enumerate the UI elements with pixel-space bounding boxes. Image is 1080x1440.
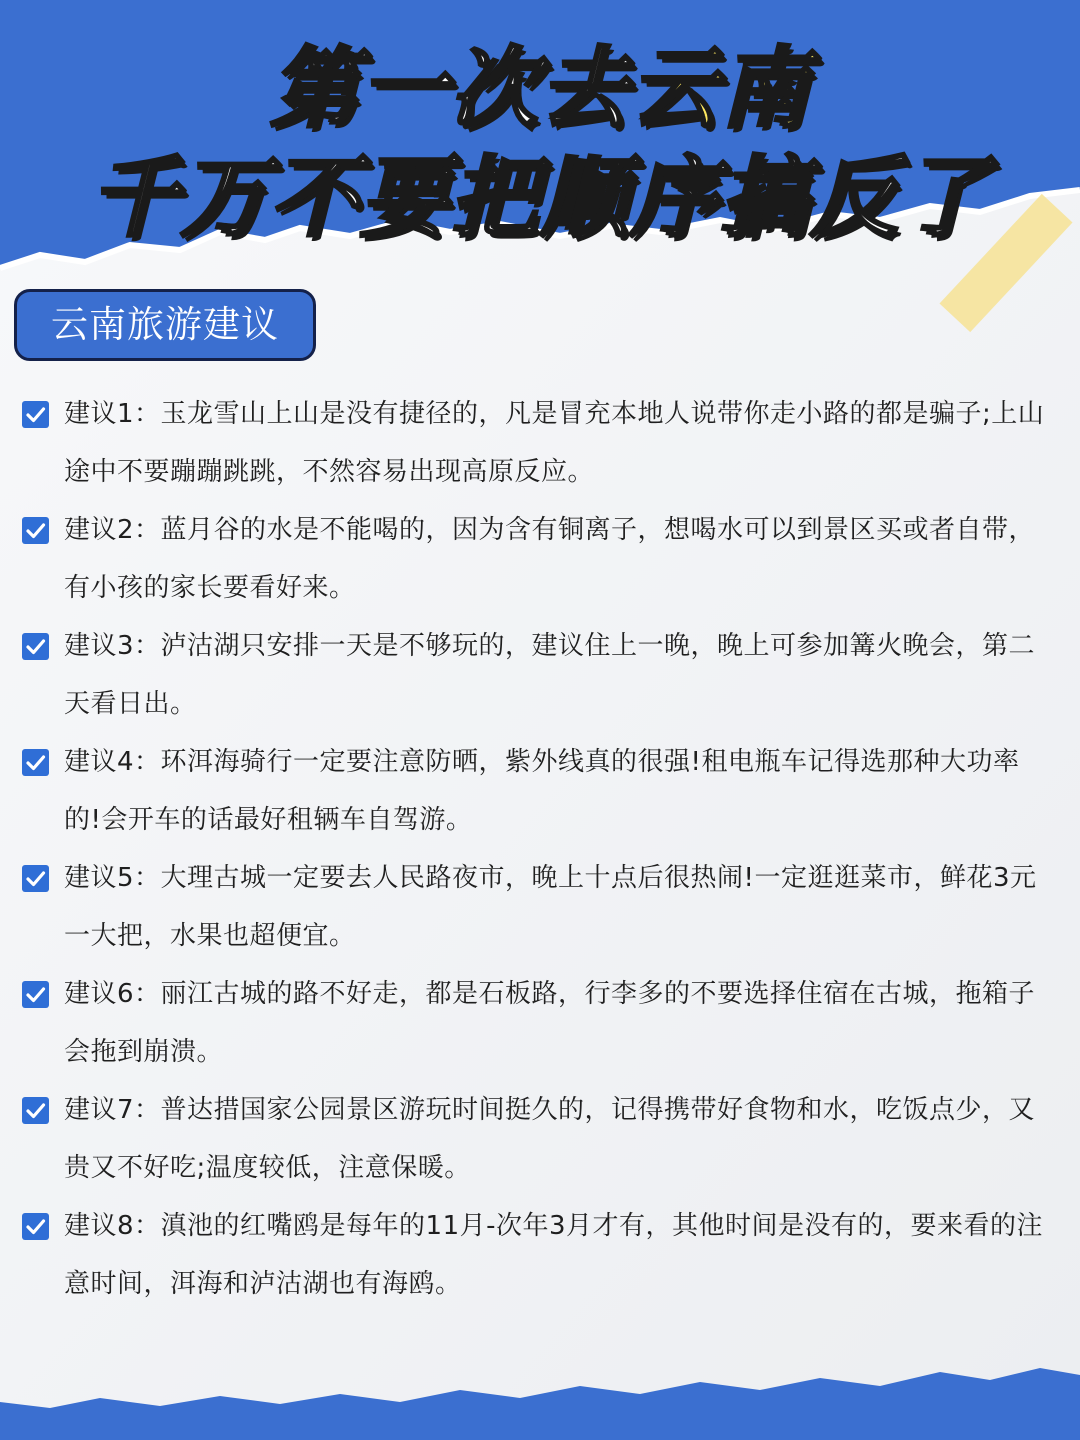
tip-item xyxy=(22,1081,1052,1197)
title-highlight: 云南 xyxy=(630,37,811,140)
tip-item xyxy=(22,733,1052,849)
page-title-line2: 千万不要把顺序搞反了 xyxy=(89,146,990,249)
tip-item xyxy=(22,385,1052,501)
checkbox-checked-icon xyxy=(22,517,49,544)
checkbox-checked-icon xyxy=(22,981,49,1008)
tip-text: 建议5：大理古城一定要去人民路夜市，晚上十点后很热闹!一定逛逛菜市，鲜花3元一大把，水果也超便宜。 xyxy=(64,863,1037,951)
tip-text: 建议1：玉龙雪山上山是没有捷径的，凡是冒充本地人说带你走小路的都是骗子;上山途中不要蹦蹦跳跳，不然容易出现高原反应。 xyxy=(64,399,1045,487)
checkbox-checked-icon xyxy=(22,865,49,892)
tip-text: 建议2：蓝月谷的水是不能喝的，因为含有铜离子，想喝水可以到景区买或者自带，有小孩的家长要看好来。 xyxy=(64,515,1036,603)
checkbox-checked-icon xyxy=(22,401,49,428)
tip-text: 建议6：丽江古城的路不好走，都是石板路，行李多的不要选择住宿在古城，拖箱子会拖到崩溃。 xyxy=(64,979,1036,1067)
section-label: 云南旅游建议 xyxy=(14,289,316,361)
tip-text: 建议7：普达措国家公园景区游玩时间挺久的，记得携带好食物和水，吃饭点少，又贵又不好吃;温度较低，注意保暖。 xyxy=(64,1095,1036,1183)
tip-text: 建议3：泸沽湖只安排一天是不够玩的，建议住上一晚，晚上可参加篝火晚会，第二天看日出。 xyxy=(64,631,1036,719)
checkbox-checked-icon xyxy=(22,749,49,776)
checkbox-checked-icon xyxy=(22,633,49,660)
tip-item xyxy=(22,501,1052,617)
tip-text: 建议8：滇池的红嘴鸥是每年的11月-次年3月才有，其他时间是没有的，要来看的注意时间，洱海和泸沽湖也有海鸥。 xyxy=(64,1211,1044,1299)
tip-item xyxy=(22,1197,1052,1313)
tip-item xyxy=(22,965,1052,1081)
page-title-line1 xyxy=(0,34,1080,144)
checkbox-checked-icon xyxy=(22,1097,49,1124)
tip-text: 建议4：环洱海骑行一定要注意防晒，紫外线真的很强!租电瓶车记得选那种大功率的!会开车的话最好租辆车自驾游。 xyxy=(64,747,1020,835)
tips-list xyxy=(22,385,1052,1313)
tip-item xyxy=(22,617,1052,733)
tip-item xyxy=(22,849,1052,965)
checkbox-checked-icon xyxy=(22,1213,49,1240)
title-prefix: 第一次去 xyxy=(269,37,630,140)
